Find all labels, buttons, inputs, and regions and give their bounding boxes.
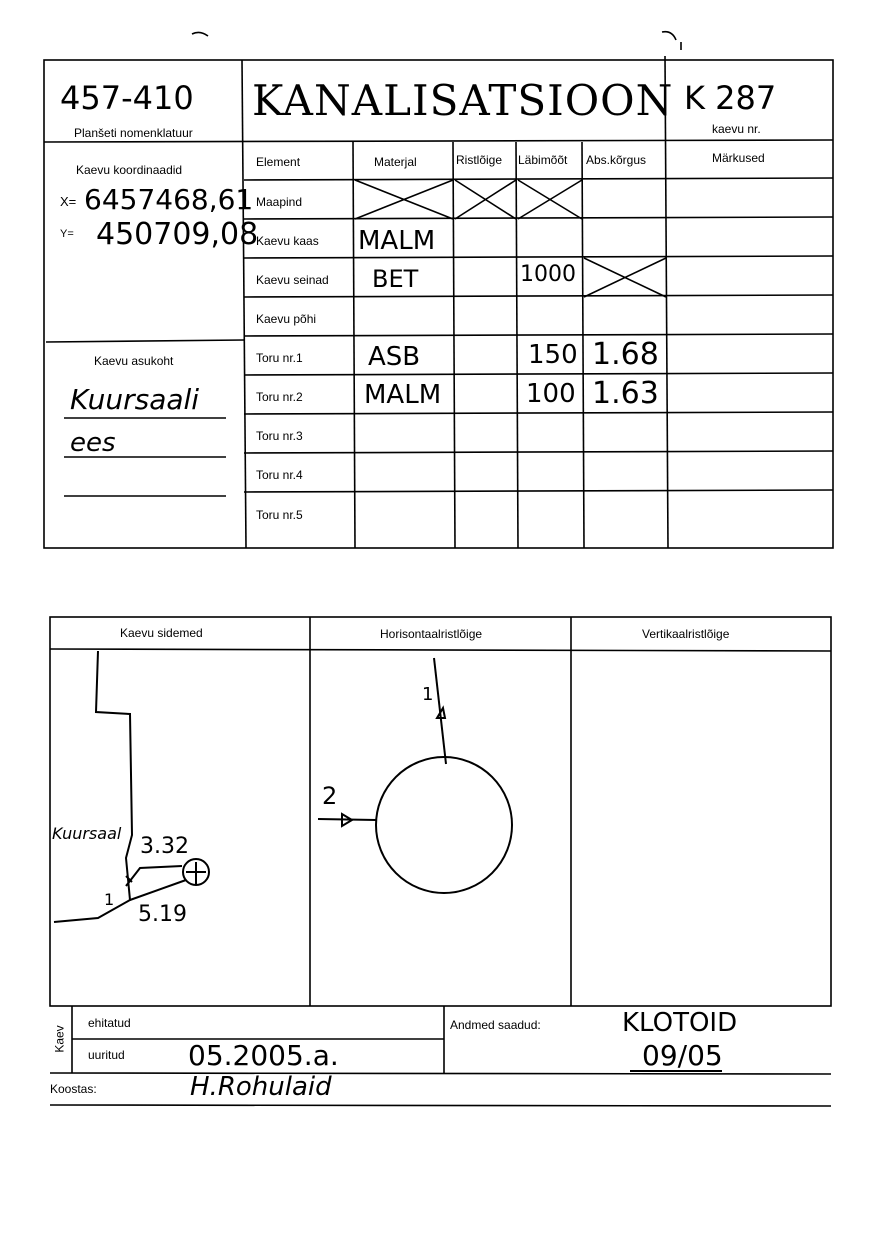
x-prefix: X= [60,194,77,209]
row-element-ground: Maapind [256,195,303,209]
row-material-lid: MALM [358,226,436,256]
location-line-1: Kuursaali [70,383,200,416]
data-source-label: Andmed saadud: [450,1018,541,1032]
data-source-date: 09/05 [642,1039,723,1072]
col-header-notes: Märkused [712,151,765,165]
compiled-label: Koostas: [50,1082,97,1096]
plansheet-value: 457-410 [60,79,194,117]
coordinates-label: Kaevu koordinaadid [76,163,183,177]
page-title: KANALISATSIOON [252,76,674,125]
row-element-pipe-5: Toru nr.5 [256,508,303,522]
row-element-pipe-3: Toru nr.3 [256,429,303,443]
col-label-horizontal-section: Horisontaalristlõige [380,627,483,641]
pipe-2-label: 2 [322,782,338,810]
row-diameter-pipe-2: 100 [526,379,576,409]
y-prefix: Y= [60,228,74,240]
building-label: Kuursaal [52,824,122,843]
col-header-cross-section: Ristlõige [456,153,503,167]
row-material-pipe-1: ASB [368,342,421,372]
distance-1: 3.32 [140,834,189,859]
compiled-value: H.Rohulaid [190,1072,332,1102]
distance-2: 5.19 [138,902,187,927]
row-elevation-pipe-2: 1.63 [592,376,659,411]
row-element-bottom: Kaevu põhi [256,312,317,326]
col-label-vertical-section: Vertikaalristlõige [642,627,730,641]
col-header-diameter: Läbimõõt [518,153,568,167]
built-label: ehitatud [88,1016,131,1030]
location-label: Kaevu asukoht [94,354,174,368]
well-number-label: kaevu nr. [712,122,761,136]
row-material-walls: BET [372,265,419,293]
col-header-material: Materjal [374,155,417,169]
surveyed-value: 05.2005.a. [188,1039,339,1072]
x-coordinate: 6457468,61 [84,183,254,216]
col-label-site-ties: Kaevu sidemed [120,626,203,640]
site-sketch [54,651,209,922]
plansheet-label: Planšeti nomenklatuur [74,126,193,140]
well-number-value: K 287 [684,79,777,117]
y-coordinate: 450709,08 [96,217,259,252]
row-element-pipe-4: Toru nr.4 [256,468,303,482]
kaev-label: Kaev [52,1025,67,1053]
corner-mark: 1 [104,890,115,909]
horizontal-section [318,658,512,893]
row-element-walls: Kaevu seinad [256,273,329,287]
row-material-pipe-2: MALM [364,380,442,410]
row-element-pipe-1: Toru nr.1 [256,351,303,365]
row-element-pipe-2: Toru nr.2 [256,390,303,404]
location-line-2: ees [70,428,116,458]
col-header-element: Element [256,155,301,169]
col-header-elevation: Abs.kõrgus [586,153,647,167]
surveyed-label: uuritud [88,1048,125,1062]
row-elevation-pipe-1: 1.68 [592,337,659,372]
row-diameter-walls: 1000 [520,262,576,287]
pipe-1-label: 1 [422,684,434,705]
row-element-lid: Kaevu kaas [256,234,319,248]
data-source-value: KLOTOID [622,1008,738,1038]
row-diameter-pipe-1: 150 [528,340,578,370]
